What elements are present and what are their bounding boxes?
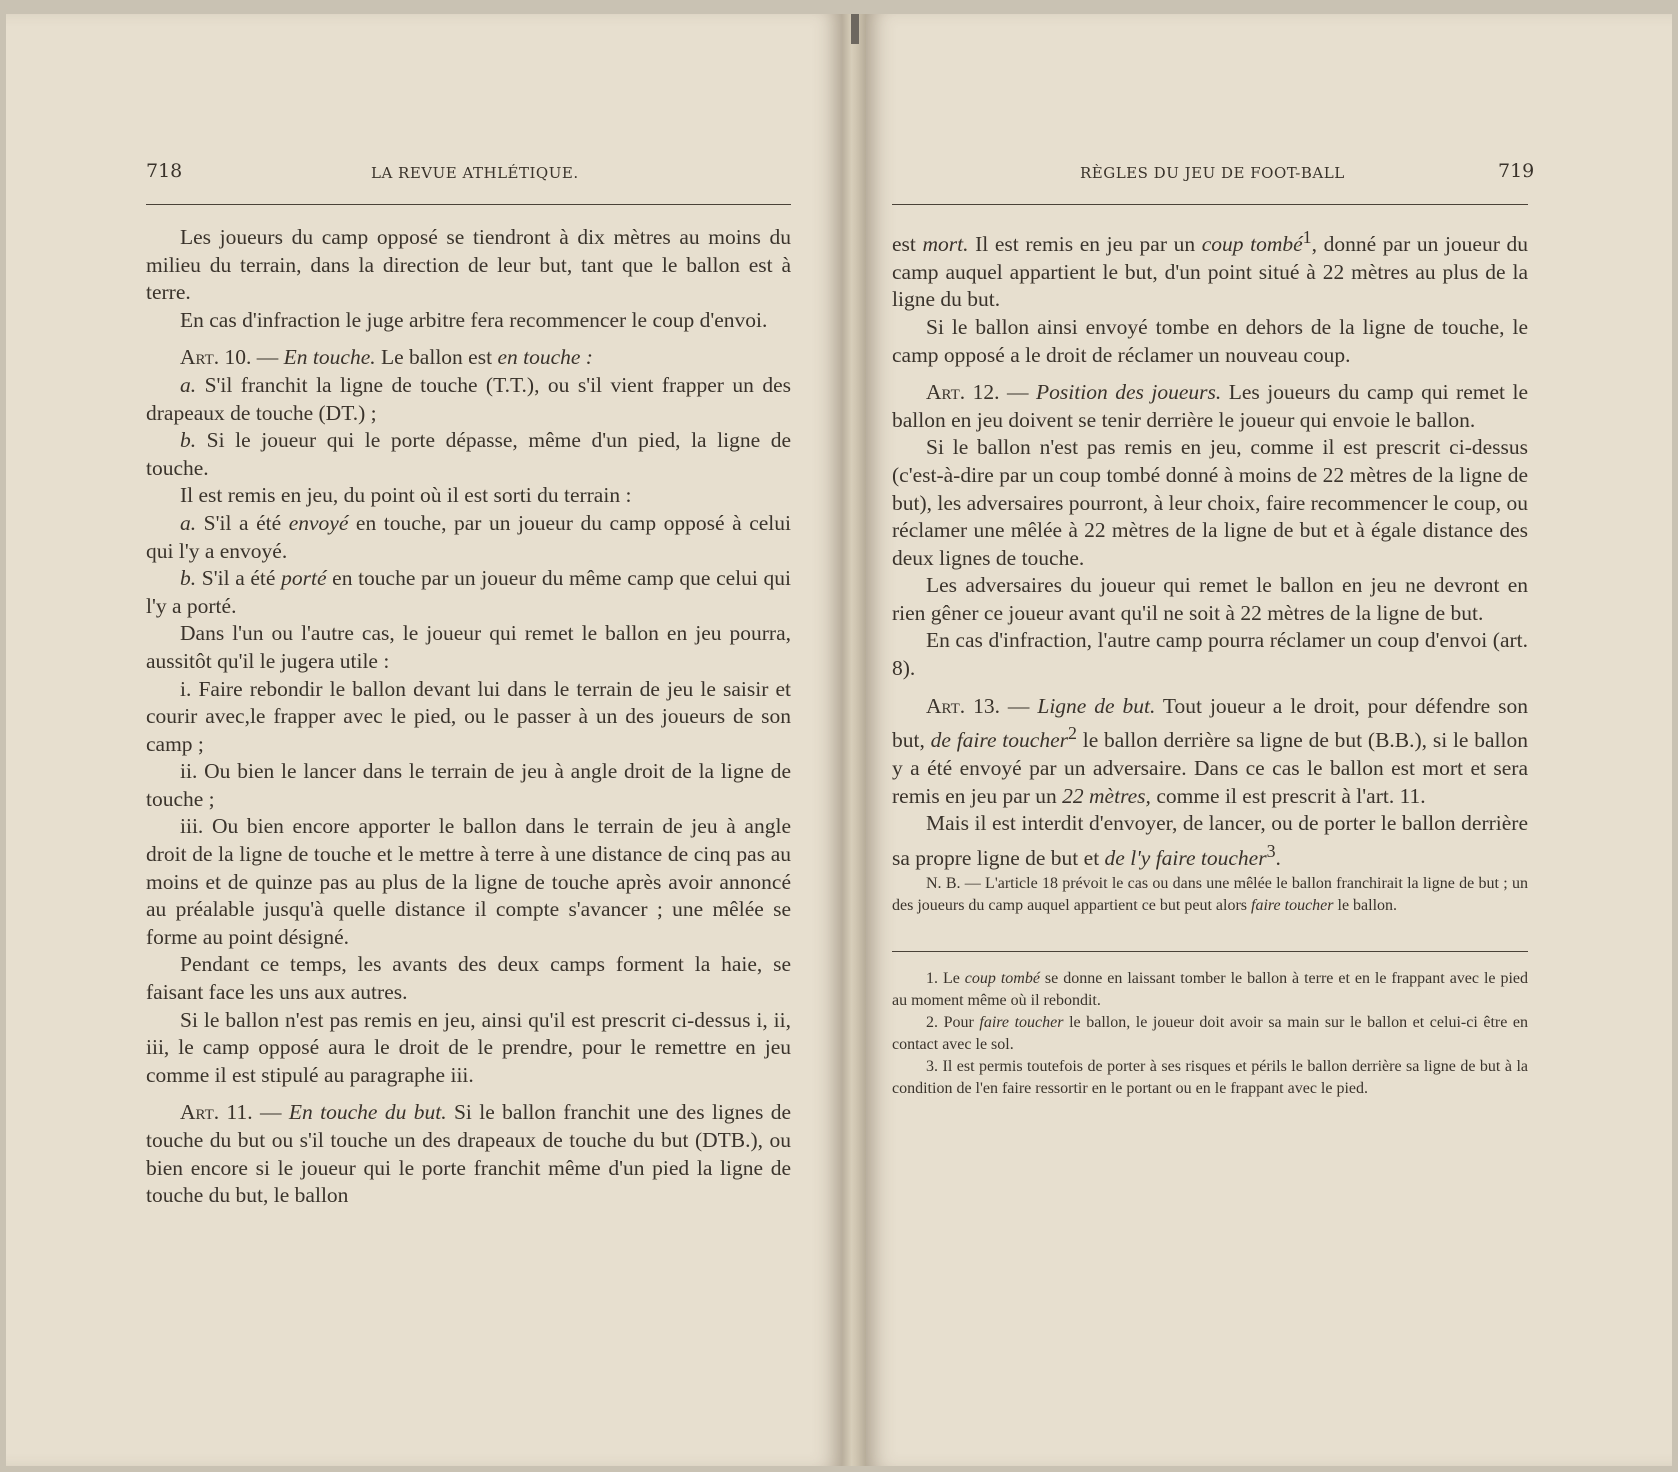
right-text-column xyxy=(892,224,1528,1100)
paragraph-continued xyxy=(892,224,1528,314)
paragraph: Les joueurs du camp opposé se tiendront à dix mètres au moins du milieu du terrain, dans la direction de leur but, tant que le ballon est à terre. xyxy=(146,225,791,305)
item-marker: a. xyxy=(180,510,197,535)
paragraph: ii. Ou bien le lancer dans le terrain de jeu à angle droit de la ligne de touche ; xyxy=(146,759,791,811)
running-head-right: RÈGLES DU JEU DE FOOT-BALL xyxy=(1080,164,1345,182)
footnote-ref: 3 xyxy=(1266,840,1276,861)
item-italic: porté xyxy=(281,566,327,591)
text: le ballon derrière sa ligne de but (B.B.), si le ballon y a été envoyé par un adversaire. Dans ce cas le ballon est mort et sera remis en jeu par un xyxy=(892,728,1528,808)
left-page xyxy=(6,14,842,1466)
list-item xyxy=(146,372,791,427)
paragraph: Dans l'un ou l'autre cas, le joueur qui remet le ballon en jeu pourra, aussitôt qu'il le jugera utile : xyxy=(146,621,791,673)
text: 1. Le xyxy=(926,969,965,987)
article-text: Si le ballon franchit une des lignes de touche du but ou s'il touche un des drapeaux de touche du but (DTB.), ou bien encore si le joueur qui le porte franchit même d'un pied la ligne de touche du but, le ballon xyxy=(146,1100,792,1208)
item-text: Si le joueur qui le porte dépasse, même d'un pied, la ligne de touche. xyxy=(146,428,791,480)
paragraph: iii. Ou bien encore apporter le ballon dans le terrain de jeu à angle droit de la ligne de touche et le mettre à terre à une distance de cinq pas au moins et de quinze pas au plus de la ligne de touche après avoir annoncé au préalable jusqu'à quelle distance il compte s'avancer ; une mêlée se forme au point désigné. xyxy=(146,814,791,949)
article-title: Position des joueurs. xyxy=(1036,380,1222,405)
text: Il est remis en jeu par un xyxy=(968,232,1202,257)
italic-text: coup tombé xyxy=(1201,232,1303,257)
text: le ballon. xyxy=(1333,896,1398,914)
paragraph: Les adversaires du joueur qui remet le ballon en jeu ne devront en rien gêner ce joueur avant qu'il ne soit à 22 mètres de la ligne de but. xyxy=(892,573,1528,625)
footnote-rule xyxy=(892,951,1528,952)
text: 2. Pour xyxy=(926,1013,980,1031)
italic-text: mort. xyxy=(922,232,969,257)
paragraph: Il est remis en jeu, du point où il est sorti du terrain : xyxy=(180,483,632,508)
page-number-right: 719 xyxy=(1498,160,1535,182)
item-italic: envoyé xyxy=(288,510,349,535)
article-10-heading xyxy=(146,344,791,372)
article-title: Ligne de but. xyxy=(1037,693,1156,718)
article-title: En touche. xyxy=(283,345,376,370)
binding-mark xyxy=(851,14,859,44)
text: le ballon, le joueur doit avoir sa main sur le ballon et celui-ci être en contact avec le sol. xyxy=(892,1013,1529,1053)
article-11-heading xyxy=(146,1099,791,1209)
dash: — xyxy=(252,1100,289,1125)
dash: — xyxy=(251,345,284,370)
item-marker: a. xyxy=(180,372,197,397)
article-title: En touche du but. xyxy=(288,1100,447,1125)
footnote-ref: 1 xyxy=(1302,227,1312,247)
footnotes xyxy=(892,968,1528,1100)
running-head-left: LA REVUE ATHLÉTIQUE. xyxy=(371,164,579,182)
paragraph: En cas d'infraction, l'autre camp pourra réclamer un coup d'envoi (art. 8). xyxy=(892,628,1528,681)
paragraph: En cas d'infraction le juge arbitre fera recommencer le coup d'envoi. xyxy=(180,307,768,332)
footnote xyxy=(892,1012,1528,1056)
article-lead-italic: en touche : xyxy=(497,345,593,370)
footnote xyxy=(892,968,1528,1012)
item-marker: b. xyxy=(180,566,197,591)
text: se donne en laissant tomber le ballon à terre et en le frappant avec le pied au moment même où il rebondit. xyxy=(892,969,1529,1009)
text: comme il est prescrit à l'art. 11. xyxy=(1150,783,1426,808)
article-label: Art. 10. xyxy=(180,345,252,370)
paragraph: Si le ballon n'est pas remis en jeu, ainsi qu'il est prescrit ci-dessus i, ii, iii, le camp opposé aura le droit de le prendre, pour le remettre en jeu comme il est stipulé au paragraphe iii. xyxy=(146,1007,791,1087)
article-label: Art. 12. xyxy=(926,380,1000,405)
list-item xyxy=(146,565,791,620)
book-gutter xyxy=(842,14,866,1466)
head-rule-left xyxy=(146,204,791,205)
text: Tout joueur a le droit, pour défendre son but, xyxy=(892,693,1528,753)
item-text: en touche par un joueur du même camp que celui qui l'y a porté. xyxy=(146,566,791,618)
item-marker: b. xyxy=(180,428,197,453)
text: Mais il est interdit d'envoyer, de lancer, ou de porter le ballon derrière sa propre ligne de but et xyxy=(892,811,1528,870)
italic-text: faire toucher xyxy=(979,1013,1064,1031)
item-text: S'il a été xyxy=(196,510,289,535)
article-label: Art. 11. xyxy=(180,1100,253,1125)
head-rule-right xyxy=(892,204,1528,205)
dash: — xyxy=(999,693,1038,718)
text: N. B. — L'article 18 prévoit le cas ou dans une mêlée le ballon franchirait la ligne de but ; un des joueurs du camp auquel appartient ce but peut alors xyxy=(892,874,1528,914)
paragraph: i. Faire rebondir le ballon devant lui dans le terrain de jeu le saisir et courir avec,le frapper avec le pied, ou le passer à un des joueurs de son camp ; xyxy=(146,676,791,756)
text: , donné par un joueur du camp auquel appartient le but, d'un point situé à 22 mètres au plus de la ligne du but. xyxy=(892,232,1528,312)
dash: — xyxy=(999,380,1037,405)
paragraph: Si le ballon n'est pas remis en jeu, comme il est prescrit ci-dessus (c'est-à-dire par un coup tombé donné à moins de 22 mètres de la ligne de but), les adversaires pourront, à leur choix, faire recommencer le coup, ou réclamer une mêlée à 22 mètres de la ligne de but et à égale distance des deux lignes de touche. xyxy=(892,435,1528,570)
footnote-ref: 2 xyxy=(1067,723,1077,744)
paragraph: Si le ballon ainsi envoyé tombe en dehors de la ligne de touche, le camp opposé a le droit de réclamer un nouveau coup. xyxy=(892,314,1528,367)
item-text: en touche, par un joueur du camp opposé à celui qui l'y a envoyé. xyxy=(146,510,791,563)
left-text-column xyxy=(146,224,791,1210)
article-text: Les joueurs du camp qui remet le ballon en jeu doivent se tenir derrière le joueur qui envoie le ballon. xyxy=(892,380,1529,432)
paragraph: Pendant ce temps, les avants des deux camps forment la haie, se faisant face les uns aux autres. xyxy=(146,952,791,1005)
paragraph xyxy=(892,810,1528,872)
article-12-heading xyxy=(892,379,1528,434)
text: est xyxy=(892,232,923,257)
item-text: S'il franchit la ligne de touche (T.T.), ou s'il vient frapper un des drapeaux de touche (DT.) ; xyxy=(146,372,791,425)
list-item xyxy=(146,427,791,482)
item-text: S'il a été xyxy=(196,566,282,591)
article-lead: Le ballon est xyxy=(375,345,498,370)
note-nb xyxy=(892,873,1528,917)
text: 3. Il est permis toutefois de porter à ses risques et périls le ballon derrière sa ligne de but à la condition de l'en faire ressortir en le portant ou en le frappant avec le pied. xyxy=(892,1057,1528,1097)
page-number-left: 718 xyxy=(146,160,183,182)
list-item xyxy=(146,510,791,565)
italic-text: coup tombé xyxy=(964,969,1040,987)
italic-text: faire toucher xyxy=(1251,896,1334,914)
footnote xyxy=(892,1056,1528,1100)
right-page xyxy=(866,14,1672,1466)
italic-text: de l'y faire toucher xyxy=(1104,845,1267,870)
text: . xyxy=(1275,845,1281,870)
article-label: Art. 13. xyxy=(926,693,1000,718)
italic-text: 22 mètres, xyxy=(1062,783,1151,808)
italic-text: de faire toucher xyxy=(930,728,1068,753)
book-spread xyxy=(6,14,1672,1466)
article-13-heading xyxy=(892,693,1528,811)
